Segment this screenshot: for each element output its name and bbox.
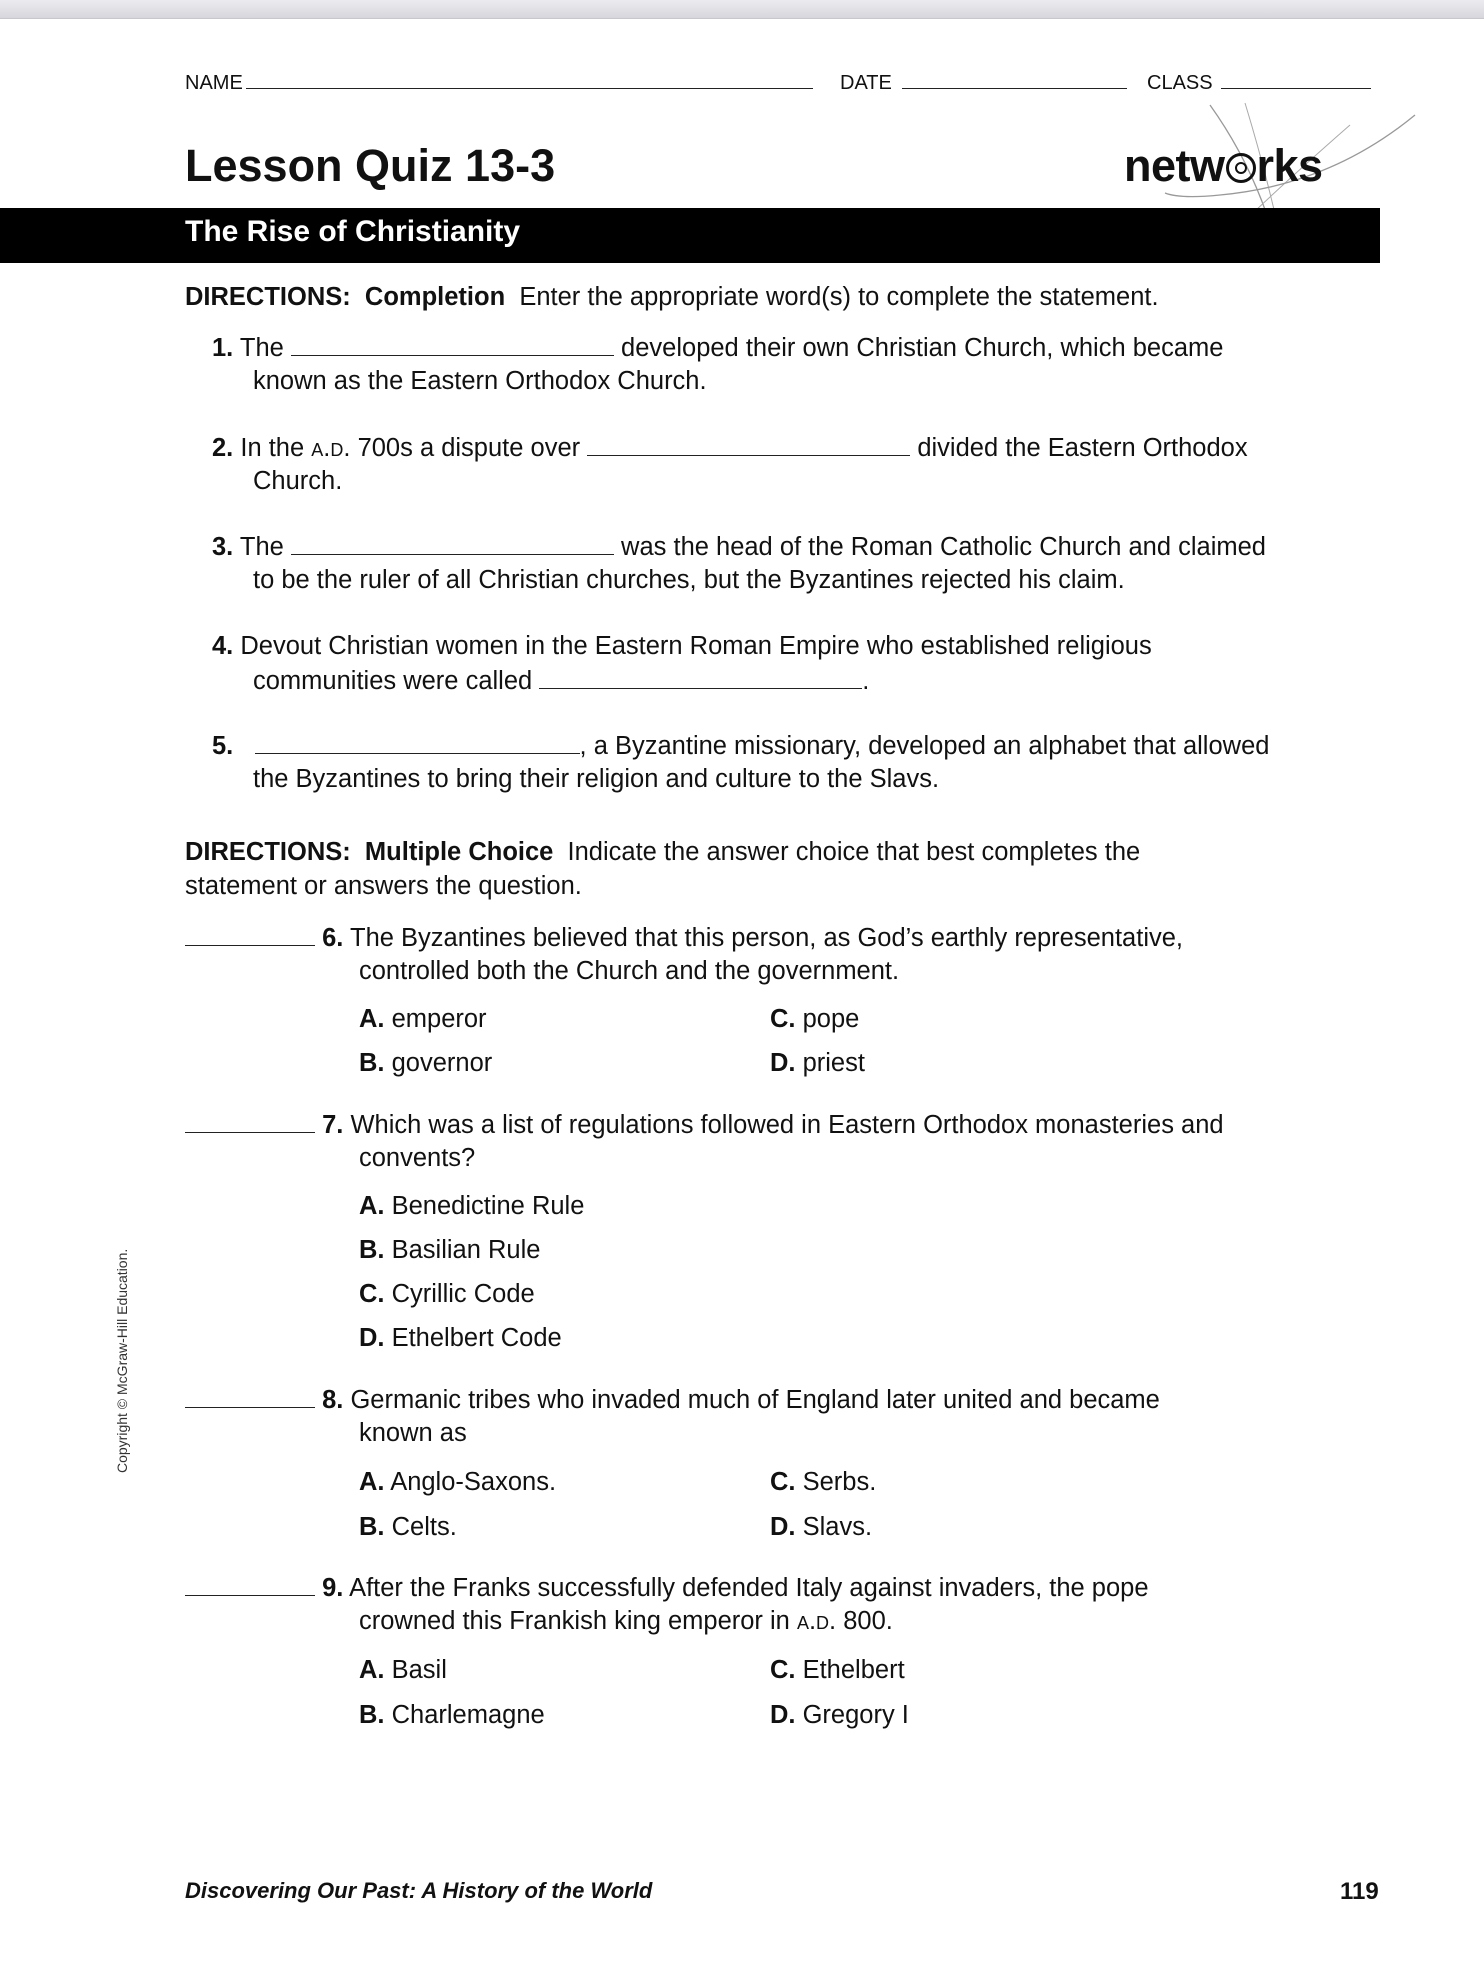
answer-blank-7[interactable] bbox=[185, 1110, 315, 1133]
networks-logo: netw rks bbox=[1124, 140, 1323, 191]
option-d[interactable]: D. Ethelbert Code bbox=[359, 1324, 562, 1352]
class-field[interactable] bbox=[1147, 70, 1371, 95]
page-title: Lesson Quiz 13-3 bbox=[185, 140, 556, 191]
option-d[interactable]: D. Slavs. bbox=[770, 1513, 873, 1541]
option-a[interactable]: A. Benedictine Rule bbox=[359, 1192, 585, 1220]
book-title-footer: Discovering Our Past: A History of the World bbox=[185, 1878, 653, 1903]
option-b[interactable]: B. Charlemagne bbox=[359, 1701, 545, 1729]
page-number: 119 bbox=[1340, 1878, 1379, 1905]
option-c[interactable]: C. pope bbox=[770, 1005, 860, 1033]
answer-blank-8[interactable] bbox=[185, 1385, 315, 1408]
viewer-top-bar bbox=[0, 0, 1484, 19]
option-b[interactable]: B. Basilian Rule bbox=[359, 1236, 541, 1264]
class-label: CLASS bbox=[1147, 72, 1213, 94]
lesson-subtitle: The Rise of Christianity bbox=[185, 215, 521, 248]
option-c[interactable]: C. Ethelbert bbox=[770, 1656, 905, 1684]
name-field[interactable] bbox=[185, 70, 813, 95]
completion-directions: DIRECTIONS: Completion Enter the appropriate word(s) to complete the statement. bbox=[185, 283, 1159, 311]
option-a[interactable]: A. Anglo-Saxons. bbox=[359, 1468, 557, 1496]
answer-blank-2[interactable] bbox=[587, 433, 910, 456]
answer-blank-6[interactable] bbox=[185, 923, 315, 946]
answer-blank-4[interactable] bbox=[539, 666, 862, 689]
option-d[interactable]: D. Gregory I bbox=[770, 1701, 909, 1729]
option-c[interactable]: C. Cyrillic Code bbox=[359, 1280, 535, 1308]
answer-blank-3[interactable] bbox=[291, 532, 614, 555]
name-label: NAME bbox=[185, 72, 243, 94]
option-a[interactable]: A. emperor bbox=[359, 1005, 487, 1033]
answer-blank-1[interactable] bbox=[291, 333, 614, 356]
option-a[interactable]: A. Basil bbox=[359, 1656, 447, 1684]
option-b[interactable]: B. governor bbox=[359, 1049, 493, 1077]
answer-blank-9[interactable] bbox=[185, 1573, 315, 1596]
date-label: DATE bbox=[840, 72, 892, 94]
mc-directions: DIRECTIONS: Multiple Choice Indicate the answer choice that best completes the bbox=[185, 838, 1141, 866]
mc-directions-line2: statement or answers the question. bbox=[185, 872, 582, 900]
copyright-notice: Copyright © McGraw-Hill Education. bbox=[114, 1248, 130, 1473]
option-b[interactable]: B. Celts. bbox=[359, 1513, 457, 1541]
option-c[interactable]: C. Serbs. bbox=[770, 1468, 877, 1496]
option-d[interactable]: D. priest bbox=[770, 1049, 865, 1077]
answer-blank-5[interactable] bbox=[255, 731, 580, 754]
date-field[interactable] bbox=[840, 70, 1127, 95]
